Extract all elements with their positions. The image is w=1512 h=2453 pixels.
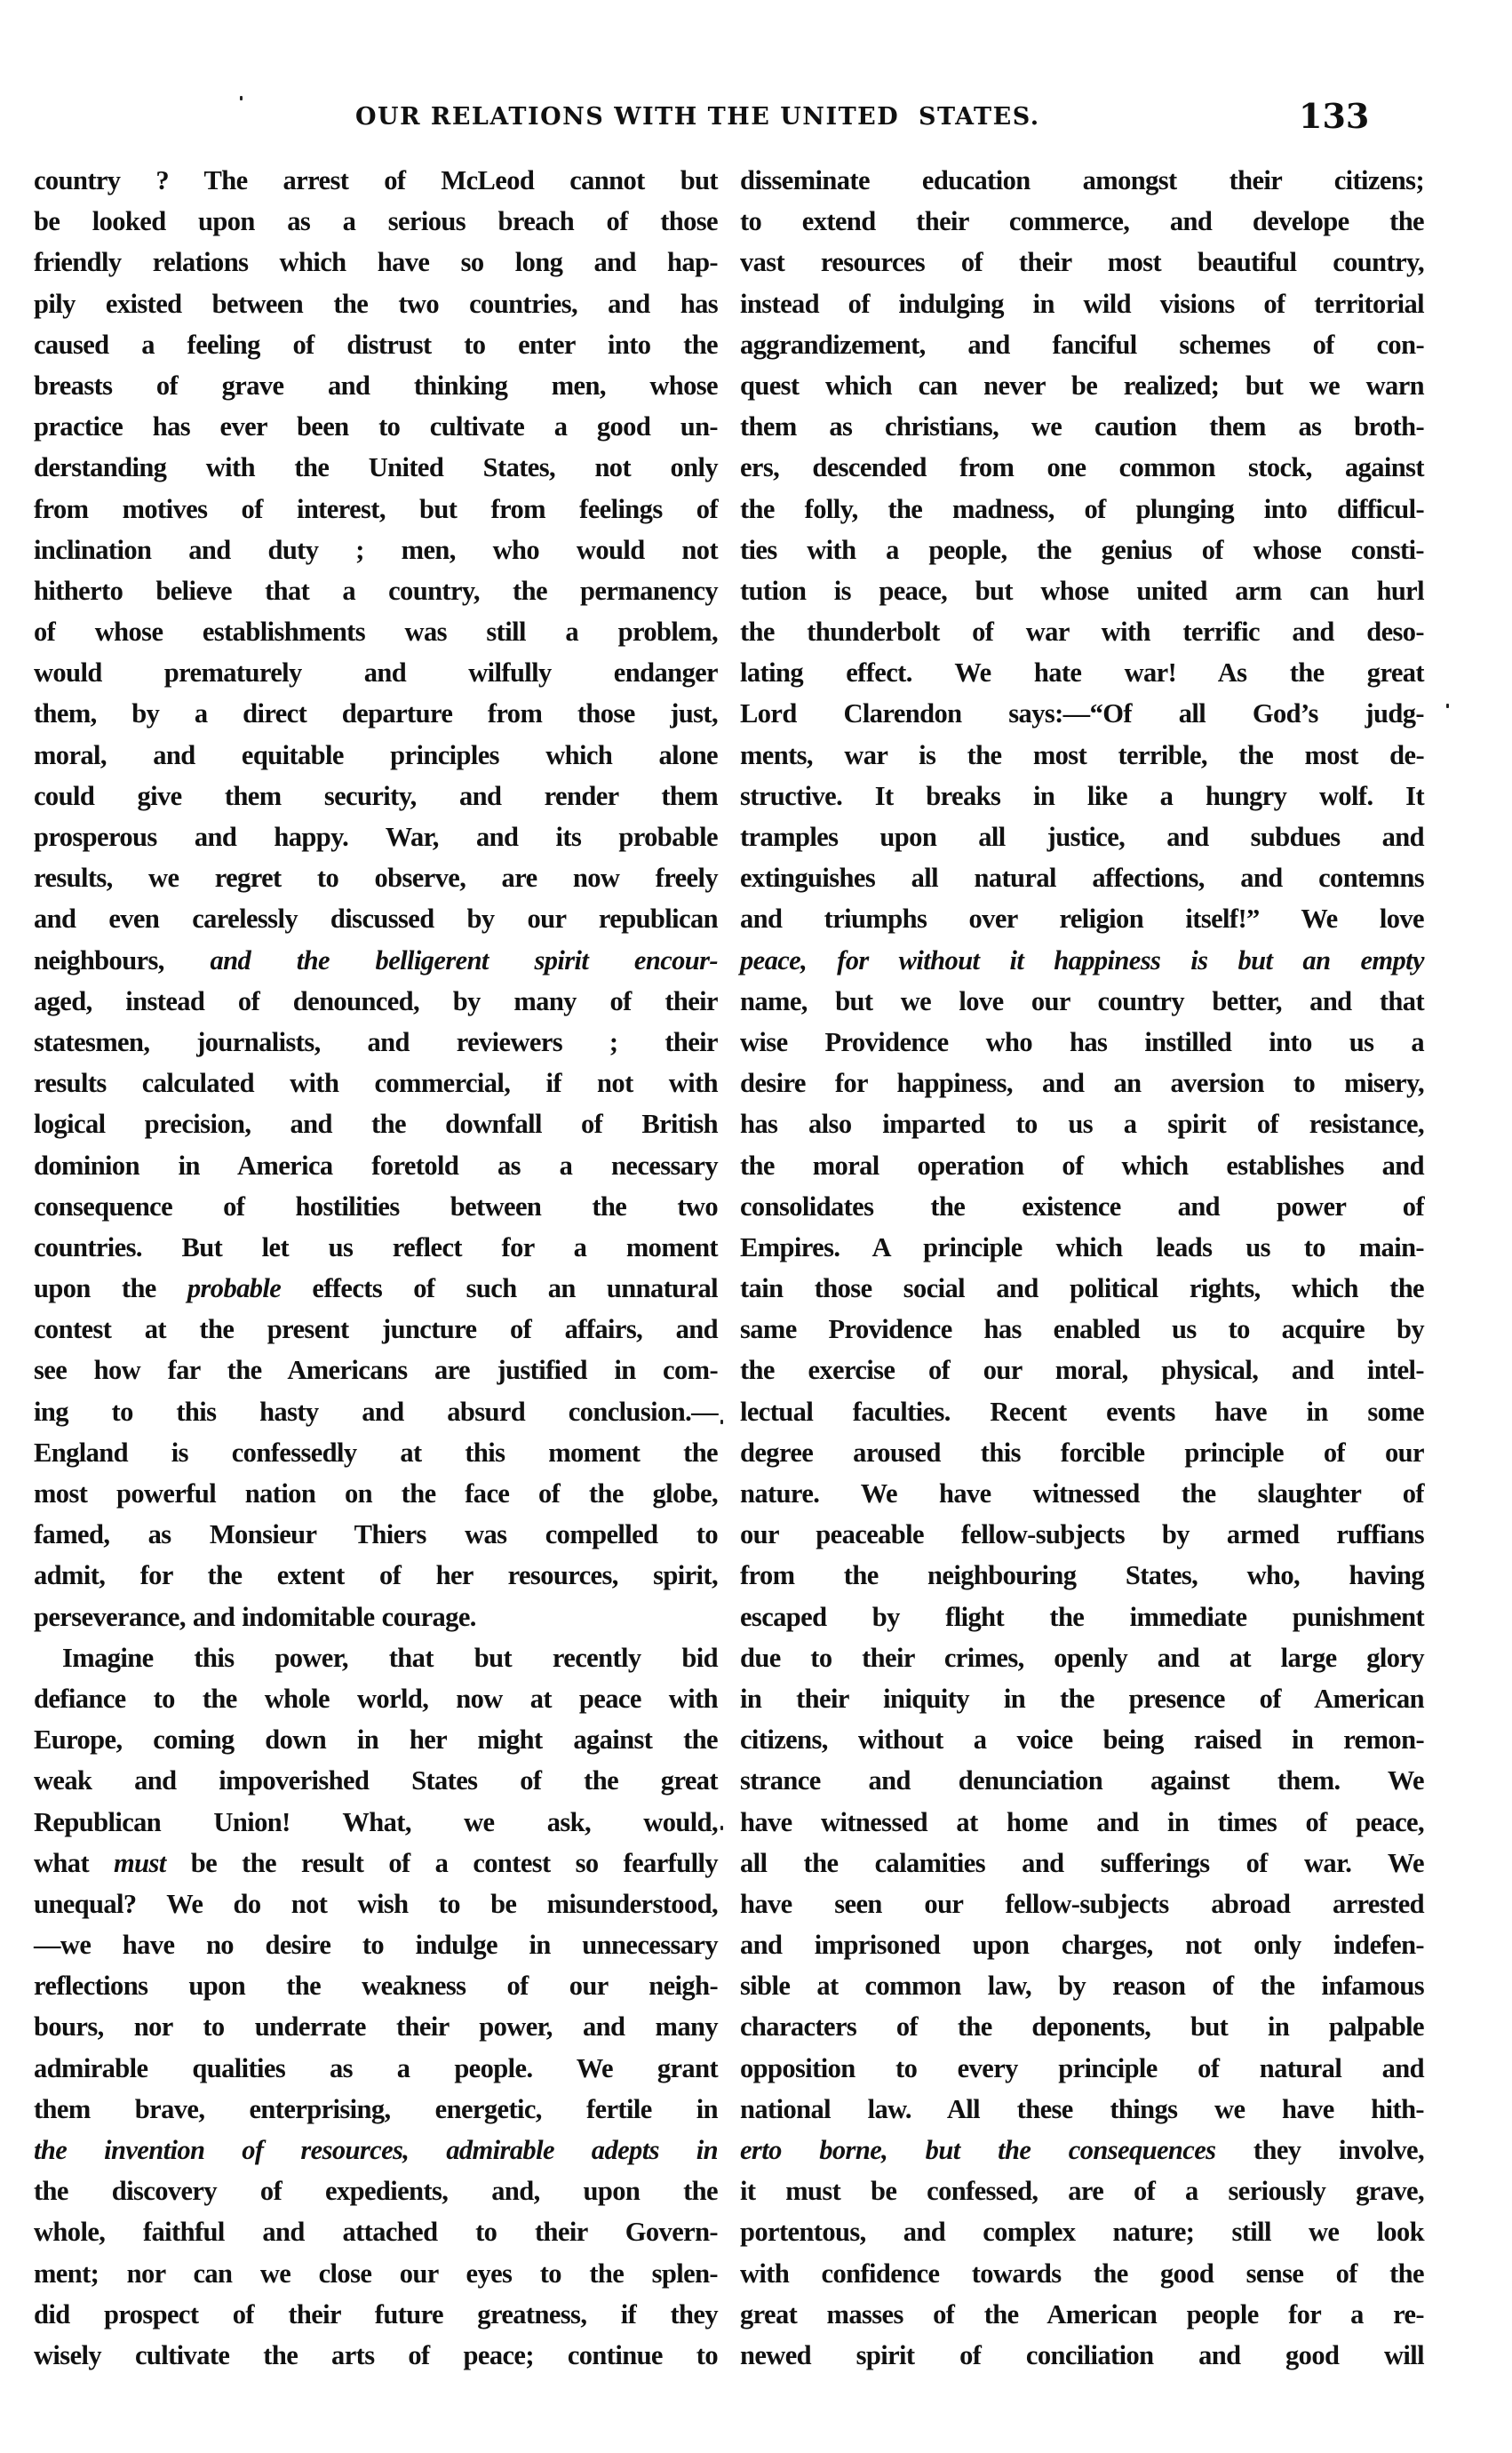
text-segment: effects of such an unnatural	[281, 1273, 718, 1304]
print-speck	[720, 1826, 723, 1830]
text-line: citizens, without a voice being raised in remon-	[740, 1724, 1424, 1756]
text-line: aggrandizement, and fanciful schemes of con-	[740, 329, 1424, 360]
text-line: reflections upon the weakness of our neigh-	[34, 1971, 718, 2002]
text-line: weak and impoverished States of the great	[34, 1765, 718, 1796]
text-line: our peaceable fellow-subjects by armed ruffians	[740, 1519, 1424, 1550]
text-line: did prospect of their future greatness, if they	[34, 2298, 718, 2330]
text-line: unequal? We do not wish to be misunderstood,	[34, 1888, 718, 1919]
italic-text: peace, for without it happiness is but an empty	[740, 944, 1424, 976]
text-line: same Providence has enabled us to acquire by	[740, 1314, 1424, 1345]
text-segment: upon the	[34, 1273, 187, 1304]
text-line: could give them security, and render them	[34, 780, 718, 811]
italic-text: must	[114, 1847, 166, 1878]
text-line: all the calamities and sufferings of war. We	[740, 1847, 1424, 1878]
text-line: inclination and duty ; men, who would not	[34, 534, 718, 565]
text-line: disseminate education amongst their citizens;	[740, 165, 1424, 195]
text-line: consequence of hostilities between the two	[34, 1191, 718, 1222]
text-line: Europe, coming down in her might against the	[34, 1724, 718, 1756]
page-number: 133	[1299, 96, 1370, 136]
text-line: newed spirit of conciliation and good will	[740, 2339, 1424, 2370]
text-line: ing to this hasty and absurd conclusion.—	[34, 1396, 718, 1427]
text-line: caused a feeling of distrust to enter into the	[34, 329, 718, 360]
text-line: would prematurely and wilfully endanger	[34, 657, 718, 689]
text-line: them as christians, we caution them as broth-	[740, 411, 1424, 442]
text-line: breasts of grave and thinking men, whose	[34, 370, 718, 401]
text-line: tain those social and political rights, which the	[740, 1273, 1424, 1304]
text-line: have witnessed at home and in times of peace,	[740, 1806, 1424, 1837]
italic-text: and the belligerent spirit encour-	[210, 944, 718, 976]
text-line: in their iniquity in the presence of American	[740, 1683, 1424, 1714]
print-speck	[240, 96, 243, 100]
text-line: the thunderbolt of war with terrific and deso-	[740, 617, 1424, 648]
text-line: lectual faculties. Recent events have in some	[740, 1396, 1424, 1427]
text-line: wisely cultivate the arts of peace; continue to	[34, 2339, 718, 2370]
text-column-left	[34, 160, 718, 2376]
text-line: consolidates the existence and power of	[740, 1191, 1424, 1222]
text-line: degree aroused this forcible principle of our	[740, 1437, 1424, 1468]
text-line: derstanding with the United States, not only	[34, 452, 718, 483]
print-speck	[1446, 704, 1449, 708]
text-line: Lord Clarendon says:—“Of all God’s judg-	[740, 698, 1424, 729]
text-line: quest which can never be realized; but we warn	[740, 370, 1424, 401]
text-line: pily existed between the two countries, and has	[34, 288, 718, 319]
text-line: strance and denunciation against them. We	[740, 1765, 1424, 1796]
text-line: the folly, the madness, of plunging into difficul-	[740, 493, 1424, 524]
text-line: tramples upon all justice, and subdues and	[740, 822, 1424, 852]
text-line: admit, for the extent of her resources, spirit,	[34, 1560, 718, 1591]
text-line: hitherto believe that a country, the permanency	[34, 575, 718, 606]
text-segment: neighbours,	[34, 944, 211, 976]
text-line: defiance to the whole world, now at peace with	[34, 1683, 718, 1714]
text-line	[740, 940, 1424, 981]
text-line: structive. It breaks in like a hungry wolf. It	[740, 780, 1424, 811]
text-line: of whose establishments was still a problem,	[34, 617, 718, 648]
text-line: lating effect. We hate war! As the great	[740, 657, 1424, 689]
text-line: results, we regret to observe, are now freely	[34, 863, 718, 894]
text-line	[34, 2130, 718, 2170]
text-line: prosperous and happy. War, and its probable	[34, 822, 718, 852]
text-line: has also imparted to us a spirit of resistance,	[740, 1109, 1424, 1140]
text-line: Empires. A principle which leads us to main-	[740, 1231, 1424, 1262]
text-line: them brave, enterprising, energetic, fertile in	[34, 2093, 718, 2124]
text-line: ers, descended from one common stock, against	[740, 452, 1424, 483]
text-line: moral, and equitable principles which alone	[34, 739, 718, 770]
text-line: extinguishes all natural affections, and contemns	[740, 863, 1424, 894]
text-line	[740, 2130, 1424, 2170]
text-line: logical precision, and the downfall of British	[34, 1109, 718, 1140]
text-line: bours, nor to underrate their power, and many	[34, 2011, 718, 2043]
text-line: perseverance, and indomitable courage.	[34, 1601, 476, 1632]
text-line: escaped by flight the immediate punishment	[740, 1601, 1424, 1632]
text-line	[34, 1268, 718, 1309]
text-line: most powerful nation on the face of the globe,	[34, 1478, 718, 1509]
text-line: the exercise of our moral, physical, and intel-	[740, 1355, 1424, 1386]
italic-text: probable	[187, 1273, 282, 1304]
text-line: Republican Union! What, we ask, would,	[34, 1806, 718, 1837]
text-line: desire for happiness, and an aversion to misery,	[740, 1068, 1424, 1099]
text-line: Imagine this power, that but recently bid	[62, 1642, 718, 1673]
text-line: admirable qualities as a people. We grant	[34, 2052, 718, 2083]
text-line: them, by a direct departure from those just,	[34, 698, 718, 729]
running-title: OUR RELATIONS WITH THE UNITED STATES.	[355, 103, 1040, 131]
text-column-right	[740, 160, 1424, 2376]
print-speck	[720, 1420, 723, 1424]
text-line: name, but we love our country better, and that	[740, 985, 1424, 1016]
text-line: it must be confessed, are of a seriously grave,	[740, 2176, 1424, 2207]
text-line	[34, 940, 718, 981]
text-line	[34, 1843, 718, 1884]
text-line: to extend their commerce, and develope the	[740, 206, 1424, 237]
text-line: portentous, and complex nature; still we look	[740, 2217, 1424, 2248]
text-line: and even carelessly discussed by our republican	[34, 904, 718, 935]
text-line: from motives of interest, but from feelings of	[34, 493, 718, 524]
text-line: great masses of the American people for a re-	[740, 2298, 1424, 2330]
italic-text: the invention of resources, admirable adepts in	[34, 2135, 718, 2165]
text-line: practice has ever been to cultivate a good un-	[34, 411, 718, 442]
text-line: national law. All these things we have hith-	[740, 2093, 1424, 2124]
text-line: results calculated with commercial, if not with	[34, 1068, 718, 1099]
text-line: opposition to every principle of natural and	[740, 2052, 1424, 2083]
text-line: ment; nor can we close our eyes to the splen-	[34, 2258, 718, 2289]
text-line: characters of the deponents, but in palpable	[740, 2011, 1424, 2043]
text-line: friendly relations which have so long and hap-	[34, 247, 718, 278]
text-line: sible at common law, by reason of the infamous	[740, 1971, 1424, 2002]
text-line: England is confessedly at this moment the	[34, 1437, 718, 1468]
text-line: country ? The arrest of McLeod cannot but	[34, 165, 718, 195]
text-line: from the neighbouring States, who, having	[740, 1560, 1424, 1591]
text-line: vast resources of their most beautiful country,	[740, 247, 1424, 278]
text-line: countries. But let us reflect for a moment	[34, 1231, 718, 1262]
text-line: with confidence towards the good sense of the	[740, 2258, 1424, 2289]
text-line: —we have no desire to indulge in unnecessary	[34, 1930, 718, 1961]
text-line: whole, faithful and attached to their Govern-	[34, 2217, 718, 2248]
text-line: famed, as Monsieur Thiers was compelled to	[34, 1519, 718, 1550]
text-segment: they involve,	[1215, 2135, 1424, 2165]
text-line: instead of indulging in wild visions of territorial	[740, 288, 1424, 319]
text-segment: be the result of a contest so fearfully	[165, 1847, 718, 1878]
text-line: due to their crimes, openly and at large glory	[740, 1642, 1424, 1673]
text-line: be looked upon as a serious breach of those	[34, 206, 718, 237]
text-line: have seen our fellow-subjects abroad arrested	[740, 1888, 1424, 1919]
text-line: ments, war is the most terrible, the most de-	[740, 739, 1424, 770]
text-line: dominion in America foretold as a necessary	[34, 1150, 718, 1181]
text-line: statesmen, journalists, and reviewers ; their	[34, 1026, 718, 1057]
text-line: aged, instead of denounced, by many of their	[34, 985, 718, 1016]
text-line: wise Providence who has instilled into us a	[740, 1026, 1424, 1057]
text-line: contest at the present juncture of affairs, and	[34, 1314, 718, 1345]
italic-text: erto borne, but the consequences	[740, 2135, 1216, 2165]
text-line: nature. We have witnessed the slaughter of	[740, 1478, 1424, 1509]
text-line: tution is peace, but whose united arm can hurl	[740, 575, 1424, 606]
text-line: the moral operation of which establishes and	[740, 1150, 1424, 1181]
text-segment: what	[34, 1847, 115, 1878]
text-line: and imprisoned upon charges, not only indefen-	[740, 1930, 1424, 1961]
text-line: ties with a people, the genius of whose consti-	[740, 534, 1424, 565]
text-line: see how far the Americans are justified in com-	[34, 1355, 718, 1386]
text-line: the discovery of expedients, and, upon the	[34, 2176, 718, 2207]
page-header	[0, 96, 1512, 140]
text-line: and triumphs over religion itself!” We love	[740, 904, 1424, 935]
